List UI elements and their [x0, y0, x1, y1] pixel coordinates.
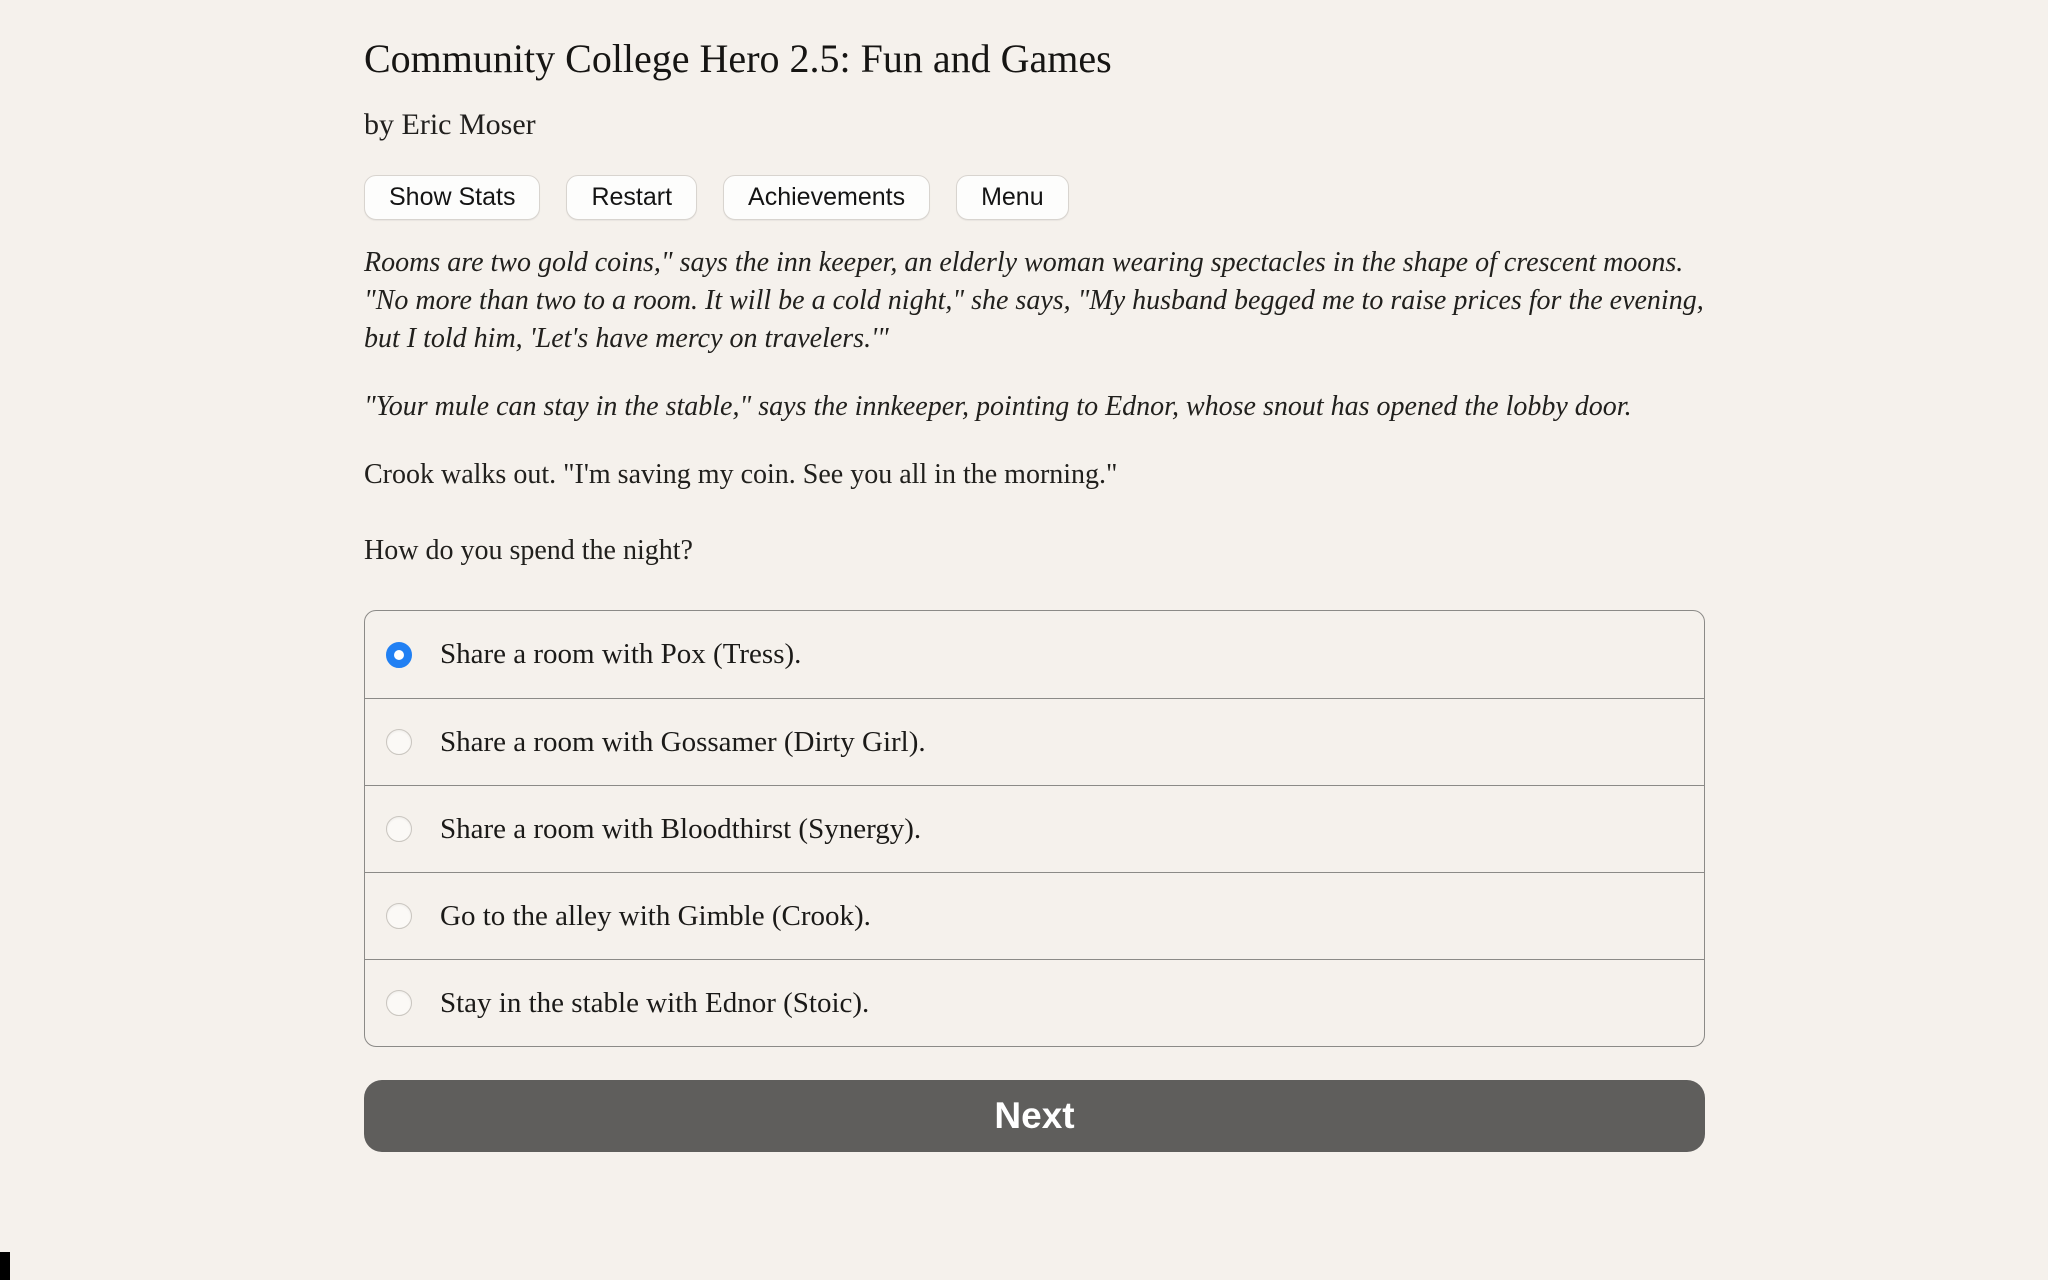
author-byline: by Eric Moser	[364, 108, 536, 141]
choice-list	[364, 610, 1705, 1047]
story-page	[364, 0, 1705, 1152]
choice-option-label: Share a room with Pox (Tress).	[440, 638, 802, 670]
story-text	[364, 244, 1705, 570]
story-paragraph: "Your mule can stay in the stable," says the innkeeper, pointing to Ednor, whose snout has opened the lobby door.	[364, 391, 1632, 422]
story-paragraph: Rooms are two gold coins," says the inn keeper, an elderly woman wearing spectacles in the shape of crescent moons. "No more than two to a room. It will be a cold night," she says, "My husband begged me to raise prices for the evening, but I told him, 'Let's have mercy on travelers.'"	[364, 247, 1704, 354]
next-button[interactable]: Next	[364, 1080, 1705, 1152]
restart-button[interactable]: Restart	[566, 175, 697, 220]
radio-button-icon[interactable]	[386, 729, 412, 755]
choice-option-gimble[interactable]	[365, 872, 1704, 959]
choice-option-label: Stay in the stable with Ednor (Stoic).	[440, 986, 870, 1019]
screen-corner-artifact	[0, 1252, 10, 1280]
choice-option-label: Share a room with Bloodthirst (Synergy).	[440, 812, 922, 845]
page-title: Community College Hero 2.5: Fun and Games	[364, 36, 1112, 81]
radio-button-icon[interactable]	[386, 816, 412, 842]
choice-option-label: Go to the alley with Gimble (Crook).	[440, 899, 871, 932]
choice-option-gossamer[interactable]	[365, 698, 1704, 785]
choice-option-pox[interactable]	[365, 611, 1704, 698]
radio-button-icon[interactable]	[386, 642, 412, 668]
menu-button[interactable]: Menu	[956, 175, 1069, 220]
choice-question: How do you spend the night?	[364, 535, 693, 566]
choice-option-label: Share a room with Gossamer (Dirty Girl).	[440, 725, 926, 758]
toolbar	[364, 175, 1705, 220]
show-stats-button[interactable]: Show Stats	[364, 175, 540, 220]
radio-button-icon[interactable]	[386, 990, 412, 1016]
choice-option-ednor[interactable]	[365, 959, 1704, 1046]
achievements-button[interactable]: Achievements	[723, 175, 930, 220]
choice-option-bloodthirst[interactable]	[365, 785, 1704, 872]
radio-button-icon[interactable]	[386, 903, 412, 929]
story-paragraph: Crook walks out. "I'm saving my coin. See you all in the morning."	[364, 459, 1118, 490]
